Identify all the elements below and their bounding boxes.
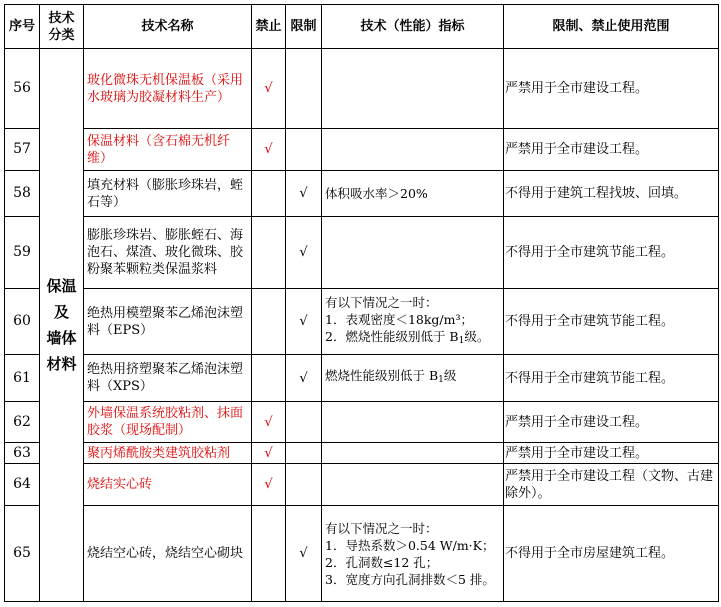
indicator-cell (322, 217, 504, 289)
header-indicator: 技术（性能）指标 (322, 5, 504, 49)
limit-mark: √ (286, 171, 322, 217)
header-ban: 禁止 (252, 5, 286, 49)
usage-scope: 严禁用于全市建设工程（文物、古建除外）。 (504, 464, 719, 506)
indicator-text: 级。 (464, 328, 490, 344)
technology-name: 聚丙烯酰胺类建筑胶粘剂 (84, 443, 252, 464)
table-row (5, 49, 719, 129)
header-limit: 限制 (286, 5, 322, 49)
table-row (5, 506, 719, 602)
limit-mark (286, 464, 322, 506)
technology-name: 膨胀珍珠岩、膨胀蛭石、海泡石、煤渣、玻化微珠、胶粉聚苯颗粒类保温浆料 (84, 217, 252, 289)
indicator-cell (322, 49, 504, 129)
row-no: 57 (5, 129, 40, 171)
table-row (5, 443, 719, 464)
restricted-technology-table (4, 4, 719, 602)
usage-scope: 严禁用于全市建设工程。 (504, 129, 719, 171)
indicator-line: 3．宽度方向孔洞排数＜5 排。 (325, 571, 495, 587)
limit-mark (286, 402, 322, 443)
indicator-cell (322, 289, 504, 355)
row-no: 60 (5, 289, 40, 355)
limit-mark (286, 129, 322, 171)
table-row (5, 171, 719, 217)
indicator-cell (322, 402, 504, 443)
table-row (5, 464, 719, 506)
table-row (5, 355, 719, 402)
ban-mark (252, 171, 286, 217)
usage-scope: 不得用于全市建筑节能工程。 (504, 217, 719, 289)
table-row (5, 402, 719, 443)
usage-scope: 严禁用于全市建设工程。 (504, 443, 719, 464)
limit-mark (286, 49, 322, 129)
category-line: 及 (53, 303, 69, 321)
technology-name: 绝热用挤塑聚苯乙烯泡沫塑料（XPS） (84, 355, 252, 402)
row-no: 65 (5, 506, 40, 602)
ban-mark (252, 217, 286, 289)
limit-mark: √ (286, 289, 322, 355)
ban-mark: √ (252, 49, 286, 129)
indicator-cell (322, 506, 504, 602)
indicator-line: 有以下情况之一时： (325, 520, 438, 536)
usage-scope: 不得用于全市建筑节能工程。 (504, 289, 719, 355)
indicator-line: 1．表观密度＜18kg/m³； (325, 311, 474, 327)
technology-name: 填充材料（膨胀珍珠岩，蛭石等） (84, 171, 252, 217)
usage-scope: 严禁用于全市建设工程。 (504, 49, 719, 129)
technology-name: 外墙保温系统胶粘剂、抹面胶浆（现场配制） (84, 402, 252, 443)
limit-mark (286, 443, 322, 464)
table-row (5, 217, 719, 289)
row-no: 61 (5, 355, 40, 402)
ban-mark (252, 289, 286, 355)
indicator-line: 体积吸水率＞20% (325, 186, 428, 201)
usage-scope: 不得用于全市建筑节能工程。 (504, 355, 719, 402)
indicator-text: 2．燃烧性能级别低于 B (325, 328, 459, 344)
header-scope: 限制、禁止使用范围 (504, 5, 719, 49)
ban-mark: √ (252, 464, 286, 506)
limit-mark: √ (286, 506, 322, 602)
ban-mark: √ (252, 129, 286, 171)
indicator-line: 1．导热系数＞0.54 W/m·K； (325, 537, 495, 553)
table-row (5, 129, 719, 171)
ban-mark: √ (252, 443, 286, 464)
header-name: 技术名称 (84, 5, 252, 49)
row-no: 63 (5, 443, 40, 464)
indicator-cell (322, 464, 504, 506)
subscript-text: 1 (458, 335, 465, 346)
technology-name: 烧结空心砖，烧结空心砌块 (84, 506, 252, 602)
header-row (5, 5, 719, 49)
category-line: 墙体 (46, 329, 77, 347)
row-no: 58 (5, 171, 40, 217)
usage-scope: 严禁用于全市建设工程。 (504, 402, 719, 443)
limit-mark: √ (286, 355, 322, 402)
ban-mark (252, 506, 286, 602)
row-no: 62 (5, 402, 40, 443)
indicator-cell (322, 355, 504, 402)
category-line: 保温 (46, 277, 77, 295)
row-no: 59 (5, 217, 40, 289)
indicator-line (325, 367, 500, 389)
technology-name: 绝热用模塑聚苯乙烯泡沫塑料（EPS） (84, 289, 252, 355)
header-category: 技术分类 (40, 5, 84, 49)
technology-name: 烧结实心砖 (84, 464, 252, 506)
subscript-text: 1 (438, 375, 444, 385)
indicator-cell (322, 443, 504, 464)
indicator-line (325, 328, 500, 350)
indicator-line: 有以下情况之一时： (325, 294, 438, 310)
row-no: 56 (5, 49, 40, 129)
indicator-cell (322, 171, 504, 217)
usage-scope: 不得用于建筑工程找坡、回填。 (504, 171, 719, 217)
category-cell (40, 49, 84, 602)
technology-name: 玻化微珠无机保温板（采用水玻璃为胶凝材料生产） (84, 49, 252, 129)
row-no: 64 (5, 464, 40, 506)
table-row (5, 289, 719, 355)
technology-name: 保温材料（含石棉无机纤维） (84, 129, 252, 171)
indicator-text: 燃烧性能级别低于 B (325, 368, 439, 383)
ban-mark (252, 355, 286, 402)
indicator-line: 2．孔洞数≤12 孔； (325, 554, 439, 570)
usage-scope: 不得用于全市房屋建筑工程。 (504, 506, 719, 602)
ban-mark: √ (252, 402, 286, 443)
indicator-cell (322, 129, 504, 171)
limit-mark: √ (286, 217, 322, 289)
indicator-text: 级 (443, 368, 457, 383)
header-no: 序号 (5, 5, 40, 49)
category-line: 材料 (46, 355, 77, 373)
